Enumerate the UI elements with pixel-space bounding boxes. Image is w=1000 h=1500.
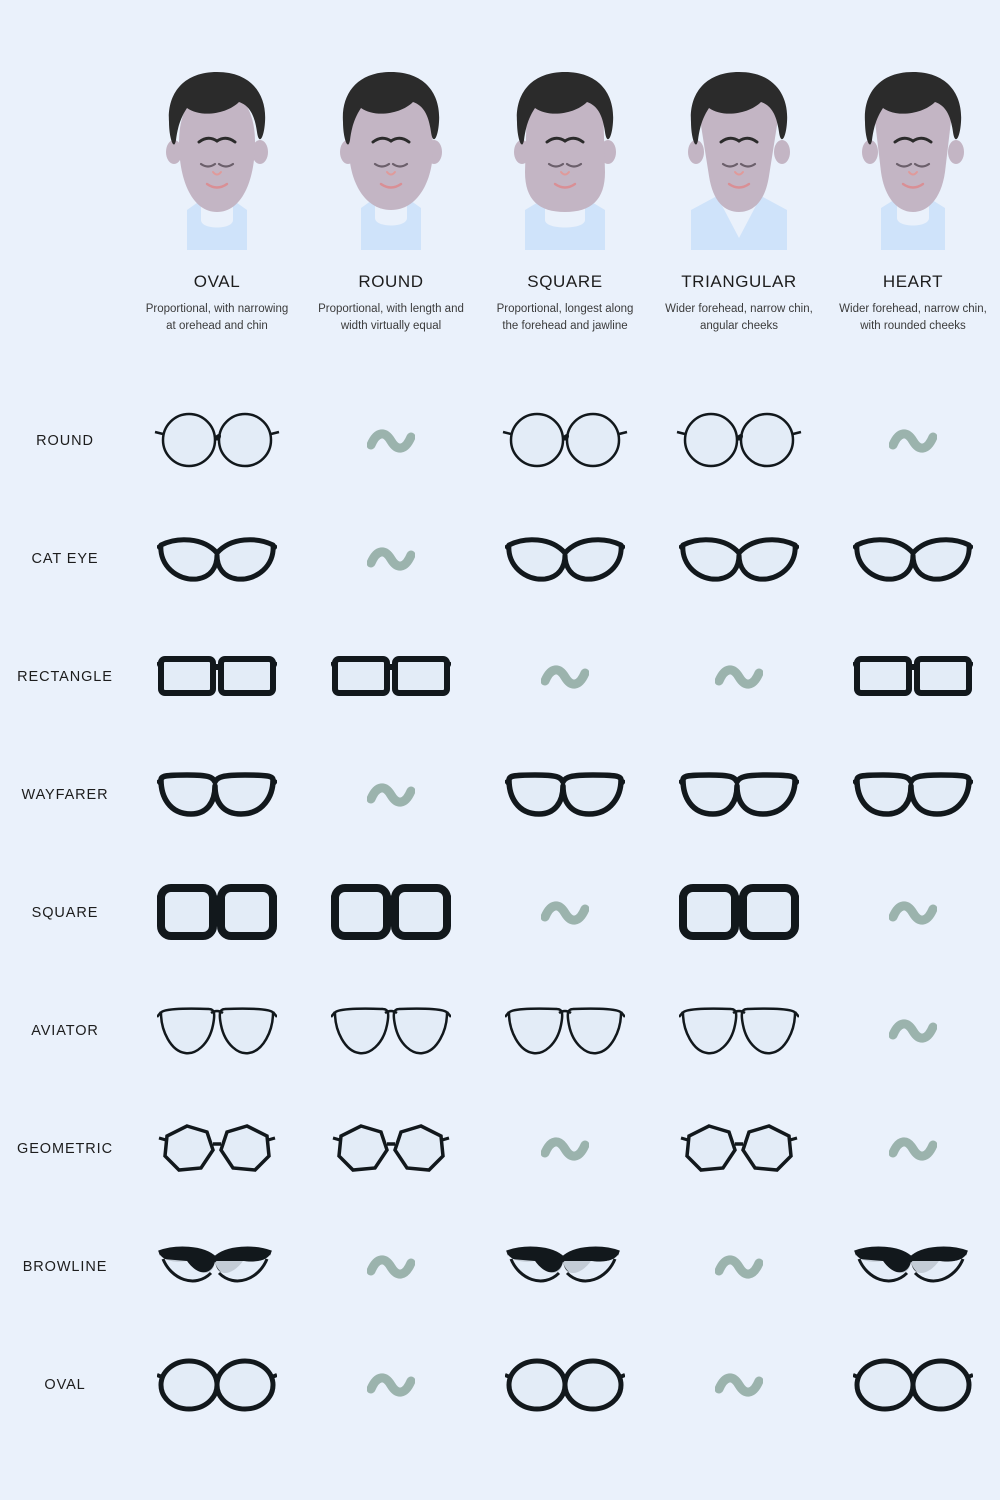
glasses-browline-icon <box>853 1245 973 1289</box>
face-illustration-triangular <box>669 60 809 250</box>
grid-cell[interactable] <box>826 618 1000 736</box>
face-shape-header <box>130 60 1000 334</box>
grid-cell[interactable] <box>304 1208 478 1326</box>
face-description: Proportional, with length and width virtually equal <box>318 303 464 332</box>
glasses-oval-icon <box>853 1357 973 1413</box>
face-label: ROUND <box>358 272 424 291</box>
grid-cell[interactable] <box>652 382 826 500</box>
grid-cell[interactable] <box>652 618 826 736</box>
grid-cell[interactable] <box>826 382 1000 500</box>
grid-cell[interactable] <box>130 736 304 854</box>
row-label: GEOMETRIC <box>17 1141 113 1157</box>
glasses-aviator-icon <box>679 1003 799 1059</box>
face-label: HEART <box>882 272 944 291</box>
row-label: AVIATOR <box>31 1023 99 1039</box>
face-column-square <box>478 60 652 334</box>
glasses-grid <box>0 382 1000 1444</box>
grid-cell[interactable] <box>304 736 478 854</box>
glasses-aviator-icon <box>331 1003 451 1059</box>
glasses-cateye-icon <box>157 531 277 587</box>
glasses-square-icon <box>679 883 799 943</box>
grid-cell[interactable] <box>652 1326 826 1444</box>
glasses-rectangle-icon <box>853 651 973 703</box>
glasses-round-icon <box>153 410 281 472</box>
face-label: TRIANGULAR <box>681 272 797 291</box>
glasses-browline-icon <box>157 1245 277 1289</box>
grid-cell[interactable] <box>478 1208 652 1326</box>
glasses-square-icon <box>331 883 451 943</box>
glasses-aviator-icon <box>157 1003 277 1059</box>
not-recommended-icon <box>889 1015 937 1047</box>
not-recommended-icon <box>889 1133 937 1165</box>
grid-cell[interactable] <box>478 1090 652 1208</box>
glasses-cateye-icon <box>853 531 973 587</box>
grid-cell[interactable] <box>826 1090 1000 1208</box>
grid-cell[interactable] <box>304 1326 478 1444</box>
grid-cell[interactable] <box>130 618 304 736</box>
grid-cell[interactable] <box>304 1090 478 1208</box>
row-label: SQUARE <box>31 905 99 921</box>
not-recommended-icon <box>367 779 415 811</box>
row-label: ROUND <box>36 433 94 449</box>
glasses-row-round <box>0 382 1000 500</box>
glasses-row-wayfarer <box>0 736 1000 854</box>
grid-cell[interactable] <box>304 618 478 736</box>
grid-cell[interactable] <box>304 500 478 618</box>
face-description: Wider forehead, narrow chin, with rounded cheeks <box>839 303 987 332</box>
glasses-round-icon <box>501 410 629 472</box>
glasses-wayfarer-icon <box>853 770 973 820</box>
grid-cell[interactable] <box>130 1090 304 1208</box>
grid-cell[interactable] <box>826 972 1000 1090</box>
glasses-wayfarer-icon <box>679 770 799 820</box>
not-recommended-icon <box>541 661 589 693</box>
face-illustration-square <box>495 60 635 250</box>
face-column-heart <box>826 60 1000 334</box>
face-description: Proportional, with narrowing at orehead and chin <box>145 303 289 332</box>
not-recommended-icon <box>541 897 589 929</box>
glasses-square-icon <box>157 883 277 943</box>
face-illustration-heart <box>843 60 983 250</box>
grid-cell[interactable] <box>826 854 1000 972</box>
grid-cell[interactable] <box>304 972 478 1090</box>
grid-cell[interactable] <box>304 382 478 500</box>
glasses-wayfarer-icon <box>157 770 277 820</box>
face-label: OVAL <box>193 272 241 291</box>
row-label: RECTANGLE <box>17 669 113 685</box>
row-label: BROWLINE <box>22 1259 108 1275</box>
face-column-triangular <box>652 60 826 334</box>
glasses-row-browline <box>0 1208 1000 1326</box>
not-recommended-icon <box>541 1133 589 1165</box>
glasses-geometric-icon <box>331 1122 451 1176</box>
row-label: WAYFARER <box>21 787 109 803</box>
grid-cell[interactable] <box>478 618 652 736</box>
glasses-row-oval <box>0 1326 1000 1444</box>
grid-cell[interactable] <box>478 500 652 618</box>
not-recommended-icon <box>367 543 415 575</box>
grid-cell[interactable] <box>478 1326 652 1444</box>
grid-cell[interactable] <box>652 500 826 618</box>
face-description: Proportional, longest along the forehead and jawline <box>496 303 634 332</box>
not-recommended-icon <box>715 1251 763 1283</box>
grid-cell[interactable] <box>652 972 826 1090</box>
glasses-rectangle-icon <box>157 651 277 703</box>
grid-cell[interactable] <box>478 854 652 972</box>
grid-cell[interactable] <box>130 382 304 500</box>
grid-cell[interactable] <box>130 1326 304 1444</box>
glasses-row-rectangle <box>0 618 1000 736</box>
face-column-round <box>304 60 478 334</box>
not-recommended-icon <box>889 897 937 929</box>
face-illustration-round <box>321 60 461 250</box>
not-recommended-icon <box>715 1369 763 1401</box>
grid-cell[interactable] <box>478 972 652 1090</box>
grid-cell[interactable] <box>826 500 1000 618</box>
grid-cell[interactable] <box>652 854 826 972</box>
face-description: Wider forehead, narrow chin, angular cheeks <box>665 303 813 332</box>
grid-cell[interactable] <box>826 1326 1000 1444</box>
row-label: CAT EYE <box>31 551 99 567</box>
glasses-browline-icon <box>505 1245 625 1289</box>
grid-cell[interactable] <box>130 500 304 618</box>
glasses-row-aviator <box>0 972 1000 1090</box>
glasses-row-cat-eye <box>0 500 1000 618</box>
glasses-aviator-icon <box>505 1003 625 1059</box>
grid-cell[interactable] <box>130 854 304 972</box>
glasses-cateye-icon <box>505 531 625 587</box>
not-recommended-icon <box>715 661 763 693</box>
face-illustration-oval <box>147 60 287 250</box>
glasses-round-icon <box>675 410 803 472</box>
glasses-wayfarer-icon <box>505 770 625 820</box>
not-recommended-icon <box>367 425 415 457</box>
grid-cell[interactable] <box>652 736 826 854</box>
glasses-cateye-icon <box>679 531 799 587</box>
glasses-geometric-icon <box>157 1122 277 1176</box>
glasses-row-square <box>0 854 1000 972</box>
face-column-oval <box>130 60 304 334</box>
grid-cell[interactable] <box>130 1208 304 1326</box>
grid-cell[interactable] <box>478 736 652 854</box>
row-label: OVAL <box>44 1377 86 1393</box>
glasses-oval-icon <box>505 1357 625 1413</box>
grid-cell[interactable] <box>652 1208 826 1326</box>
glasses-geometric-icon <box>679 1122 799 1176</box>
not-recommended-icon <box>367 1251 415 1283</box>
glasses-oval-icon <box>157 1357 277 1413</box>
face-label: SQUARE <box>527 272 603 291</box>
grid-cell[interactable] <box>652 1090 826 1208</box>
not-recommended-icon <box>367 1369 415 1401</box>
grid-cell[interactable] <box>478 382 652 500</box>
not-recommended-icon <box>889 425 937 457</box>
grid-cell[interactable] <box>826 736 1000 854</box>
grid-cell[interactable] <box>130 972 304 1090</box>
grid-cell[interactable] <box>304 854 478 972</box>
grid-cell[interactable] <box>826 1208 1000 1326</box>
glasses-rectangle-icon <box>331 651 451 703</box>
glasses-row-geometric <box>0 1090 1000 1208</box>
